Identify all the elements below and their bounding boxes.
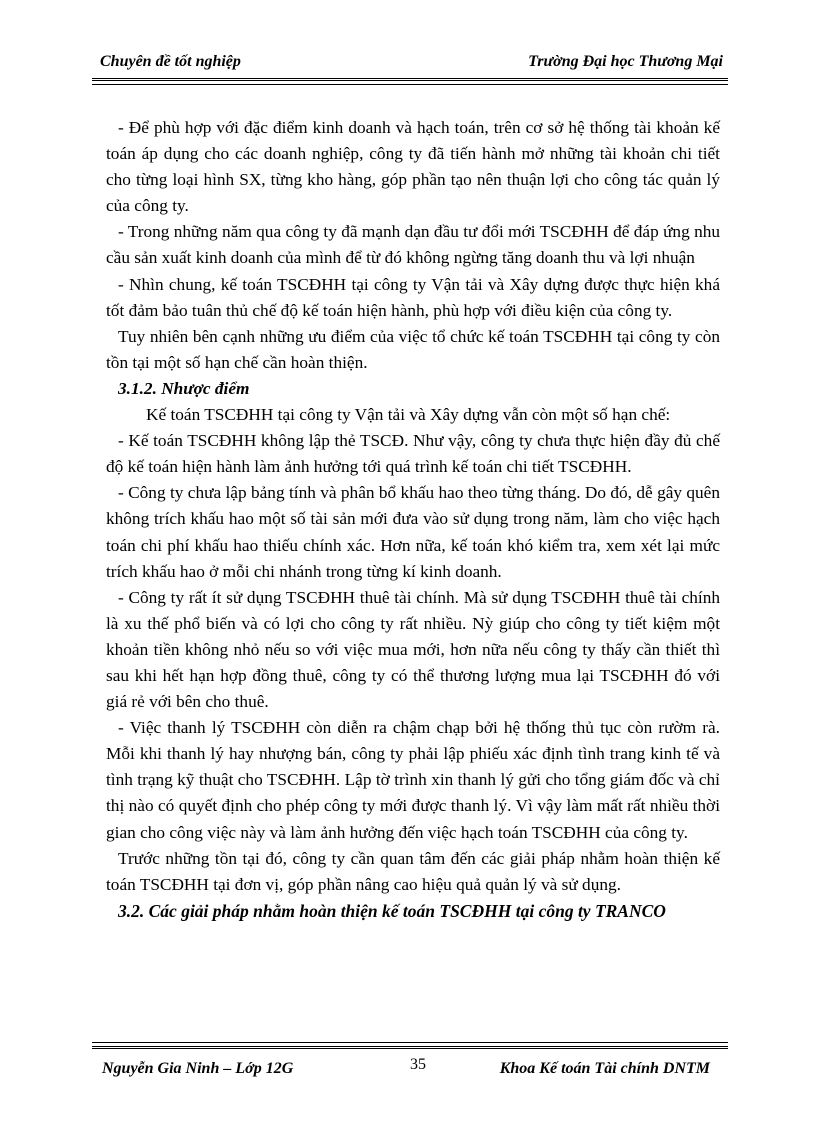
body-paragraph: Trước những tồn tại đó, công ty cần quan tâm đến các giải pháp nhằm hoàn thiện kế toán TSCĐHH tại đơn vị, góp phần nâng cao hiệu quả quản lý và sử dụng. bbox=[106, 848, 720, 894]
footer-divider bbox=[92, 1046, 728, 1049]
document-body bbox=[106, 115, 720, 924]
section-subheading: 3.1.2. Nhược điểm bbox=[118, 378, 250, 398]
footer-divider-thin bbox=[92, 1042, 728, 1043]
header-thesis-label: Chuyên đề tốt nghiệp bbox=[100, 53, 241, 70]
body-paragraph: Kế toán TSCĐHH tại công ty Vận tải và Xây dựng vẫn còn một số hạn chế: bbox=[146, 405, 671, 425]
footer-faculty: Khoa Kế toán Tài chính DNTM bbox=[499, 1060, 710, 1077]
page-footer bbox=[92, 1052, 728, 1082]
body-paragraph: - Việc thanh lý TSCĐHH còn diễn ra chậm chạp bởi hệ thống thủ tục còn rườm rà. Mỗi khi thanh lý hay nhượng bán, công ty phải lập phiếu xác định tình trang kinh tế và tình trạng kỹ thuật cho TSCĐHH. Lập tờ trình xin thanh lý gửi cho tổng giám đốc và chỉ thị nào có quyết định cho phép công ty mới được thanh lý. Vì vậy làm mất rất nhiều thời gian cho công việc này và làm ảnh hưởng đến việc hạch toán TSCĐHH của công ty. bbox=[106, 718, 720, 842]
body-paragraph: - Kế toán TSCĐHH không lập thẻ TSCĐ. Như vậy, công ty chưa thực hiện đầy đủ chế độ kế toán hiện hành làm ảnh hưởng tới quá trình kế toán chi tiết TSCĐHH. bbox=[106, 431, 720, 477]
body-paragraph: - Nhìn chung, kế toán TSCĐHH tại công ty Vận tải và Xây dựng được thực hiện khá tốt đảm bảo tuân thủ chế độ kế toán hiện hành, phù hợp với điều kiện của công ty. bbox=[106, 274, 720, 320]
footer-author: Nguyễn Gia Ninh – Lớp 12G bbox=[102, 1060, 294, 1077]
page-number: 35 bbox=[410, 1056, 426, 1073]
body-paragraph: - Công ty rất ít sử dụng TSCĐHH thuê tài chính. Mà sử dụng TSCĐHH thuê tài chính là xu thế phổ biến và có lợi cho công ty rất nhiều. Nỳ giúp cho công ty tiết kiệm một khoản tiền không nhỏ nếu so với việc mua mới, hơn nữa nếu công ty thấy cần thiết thì sau khi hết hạn hợp đồng thuê, công ty có thể thương lượng mua lại TSCĐHH đó với giá rẻ với bên cho thuê. bbox=[106, 587, 720, 712]
body-paragraph: - Để phù hợp với đặc điểm kinh doanh và hạch toán, trên cơ sở hệ thống tài khoản kế toán áp dụng cho các doanh nghiệp, công ty đã tiến hành mở những tài khoản chi tiết cho từng loại hình SX, từng kho hàng, góp phần tạo nên thuận lợi cho công tác quản lý của công ty. bbox=[106, 118, 720, 216]
body-paragraph: Tuy nhiên bên cạnh những ưu điểm của việc tổ chức kế toán TSCĐHH tại công ty còn tồn tại một số hạn chế cần hoàn thiện. bbox=[106, 326, 720, 372]
header-divider-thin bbox=[92, 84, 728, 85]
body-paragraph: - Công ty chưa lập bảng tính và phân bổ khấu hao theo từng tháng. Do đó, dễ gây quên không trích khấu hao một số tài sản mới đưa vào sử dụng trong năm, làm cho việc hạch toán chi phí khấu hao thiếu chính xác. Hơn nữa, kế toán khó kiểm tra, xem xét lại mức trích khấu hao ở mỗi chi nhánh trong từng kí kinh doanh. bbox=[106, 483, 720, 581]
section-heading: 3.2. Các giải pháp nhằm hoàn thiện kế toán TSCĐHH tại công ty TRANCO bbox=[118, 900, 666, 921]
header-divider bbox=[92, 78, 728, 81]
header-university-label: Trường Đại học Thương Mại bbox=[528, 53, 723, 70]
page-header bbox=[92, 50, 727, 80]
body-paragraph: - Trong những năm qua công ty đã mạnh dạn đầu tư đổi mới TSCĐHH để đáp ứng nhu cầu sản xuất kinh doanh của mình để từ đó không ngừng tăng doanh thu và lợi nhuận bbox=[106, 222, 720, 268]
